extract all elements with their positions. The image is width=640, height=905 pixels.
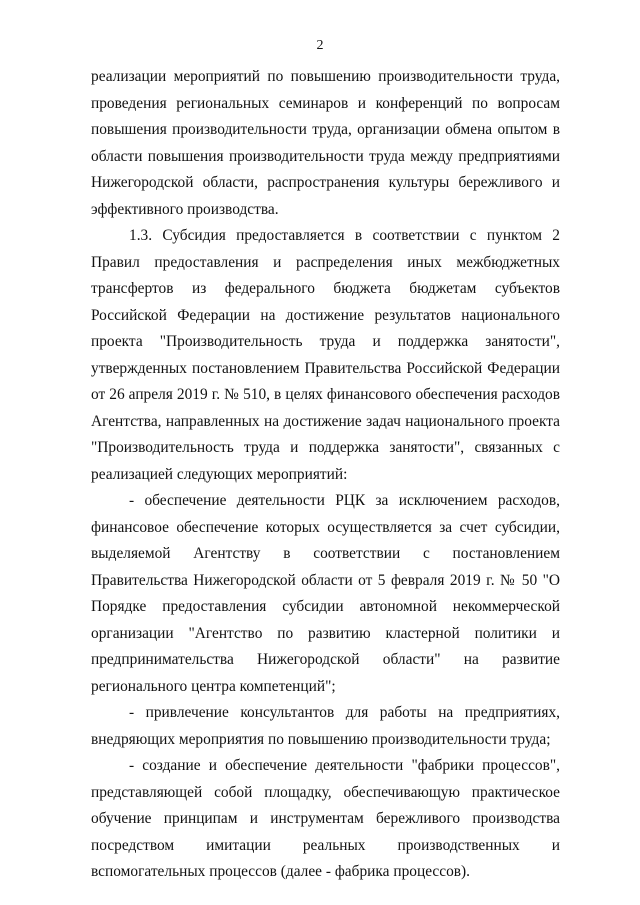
list-item-consultants: - привлечение консультантов для работы на предприятиях, внедряющих мероприятия по повышению производительности труда; — [91, 704, 560, 748]
document-body — [91, 64, 560, 886]
paragraph-1-3-subsidy: 1.3. Субсидия предоставляется в соответствии с пунктом 2 Правил предоставления и распределения иных межбюджетных трансфертов из федерального бюджета бюджетам субъектов Российской Федерации на достижение результатов национального проекта "Производительность труда и поддержка занятости", утвержденных постановлением Правительства Российской Федерации от 26 апреля 2019 г. № 510, в целях финансового обеспечения расходов Агентства, направленных на достижение задач национального проекта "Производительность труда и поддержка занятости", связанных с реализацией следующих мероприятий: — [91, 227, 560, 483]
paragraph-continuation: реализации мероприятий по повышению производительности труда, проведения региональных семинаров и конференций по вопросам повышения производительности труда, организации обмена опытом в области повышения производительности труда между предприятиями Нижегородской области, распространения культуры бережливого и эффективного производства. — [91, 68, 560, 218]
page-number: 2 — [316, 38, 324, 53]
list-item-process-factory: - создание и обеспечение деятельности "фабрики процессов", представляющей собой площадку, обеспечивающую практическое обучение принципам и инструментам бережливого производства посредством имитации реальных производственных и вспомогательных процессов (далее - фабрика процессов). — [91, 757, 560, 880]
list-item-rck-activity: - обеспечение деятельности РЦК за исключением расходов, финансовое обеспечение которых осуществляется за счет субсидии, выделяемой Агентству в соответствии с постановлением Правительства Нижегородской области от 5 февраля 2019 г. № 50 "О Порядке предоставления субсидии автономной некоммерческой организации "Агентство по развитию кластерной политики и предпринимательства Нижегородской области" на развитие регионального центра компетенций"; — [91, 492, 560, 695]
